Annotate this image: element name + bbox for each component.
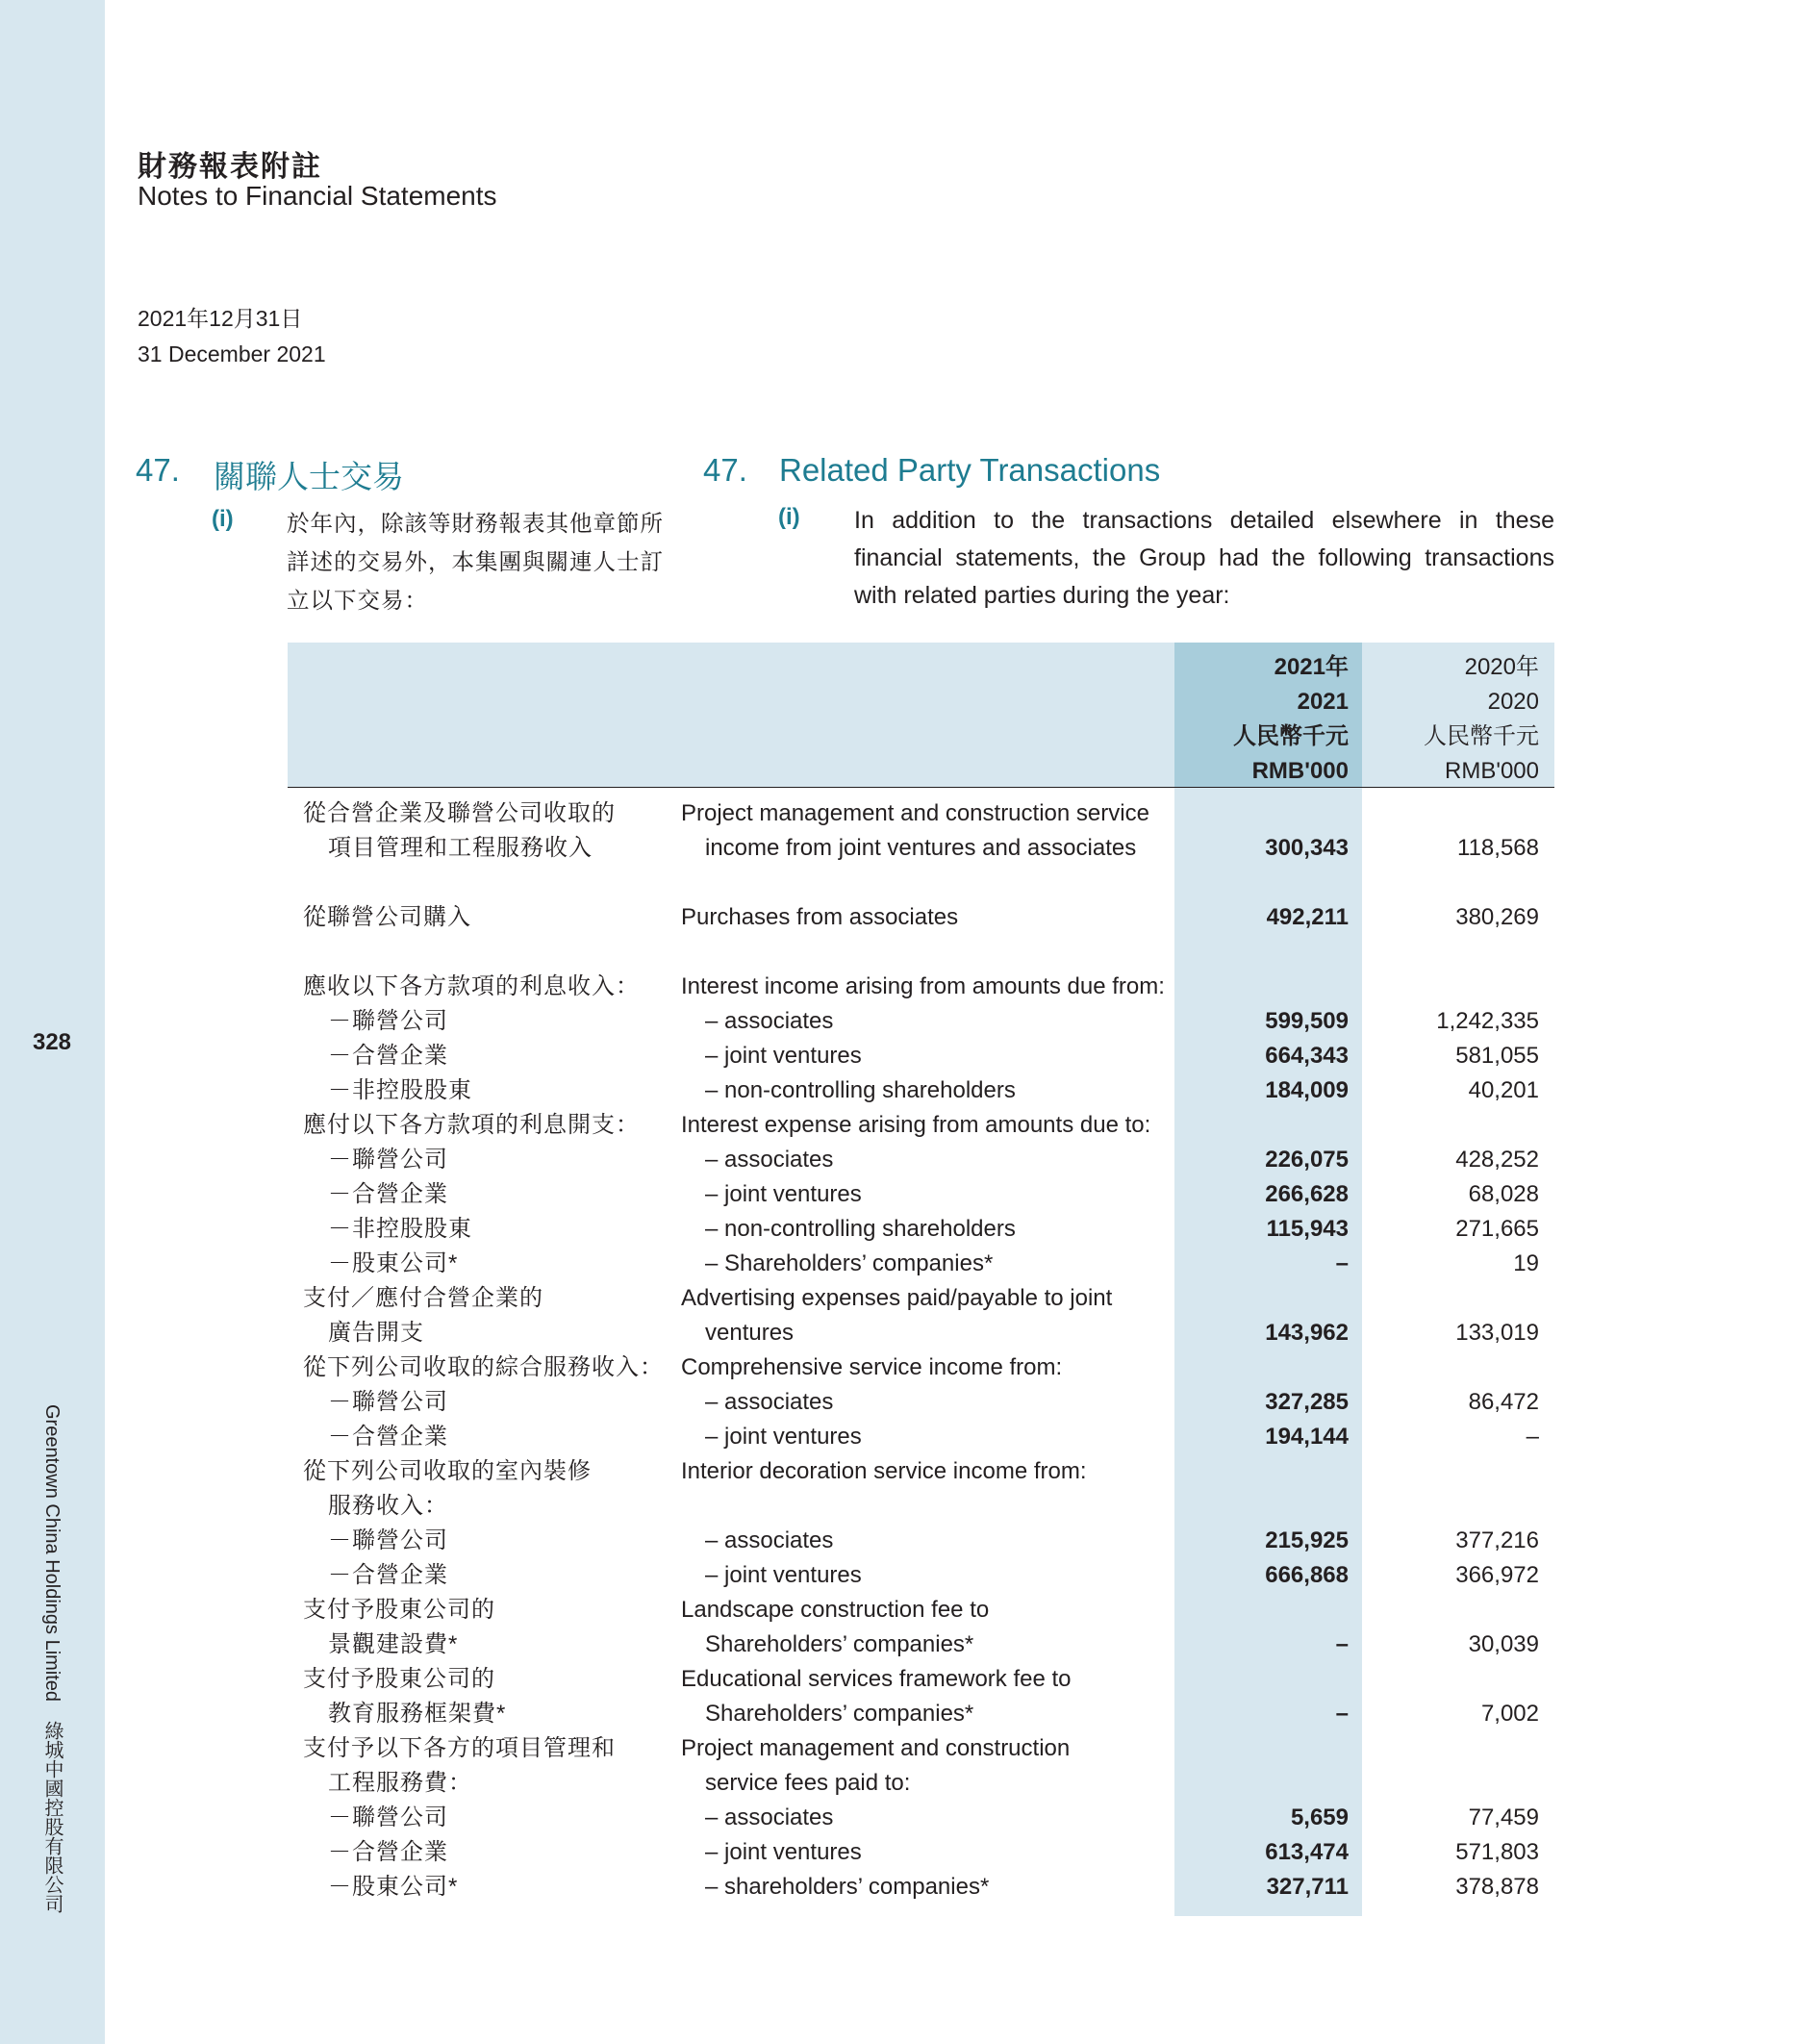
table-row <box>288 1177 1554 1212</box>
value-2021: 613,474 <box>1265 1839 1349 1865</box>
table-row <box>288 1039 1554 1073</box>
row-label-en: Interest expense arising from amounts due to: <box>681 1112 1151 1138</box>
row-label-zh: －聯營公司 <box>328 1389 448 1415</box>
row-label-en: Project management and construction service <box>681 800 1149 826</box>
row-label-en: – associates <box>705 1147 834 1173</box>
value-2020: 86,472 <box>1468 1389 1539 1415</box>
row-label-zh: －聯營公司 <box>328 1147 448 1173</box>
table-row <box>288 1073 1554 1108</box>
table-row <box>288 831 1554 866</box>
header-2021-unit-zh: 人民幣千元 <box>1233 723 1349 749</box>
value-2021: 194,144 <box>1265 1424 1349 1450</box>
table-row <box>288 1454 1554 1489</box>
table-row <box>288 1697 1554 1731</box>
value-2020: 7,002 <box>1480 1701 1539 1727</box>
table-row <box>288 1524 1554 1558</box>
row-label-zh: 服務收入： <box>328 1493 448 1519</box>
intro-paragraph-zh: 於年內，除該等財務報表其他章節所詳述的交易外，本集團與關連人士訂立以下交易： <box>287 511 664 613</box>
value-2021: 226,075 <box>1265 1147 1349 1173</box>
column-header-2021 <box>1174 650 1349 789</box>
page-number: 328 <box>32 1029 72 1055</box>
row-label-en: Shareholders’ companies* <box>705 1631 974 1657</box>
value-2020: 1,242,335 <box>1436 1008 1539 1034</box>
row-label-zh: －聯營公司 <box>328 1804 448 1830</box>
table-row <box>288 1004 1554 1039</box>
table-row <box>288 1247 1554 1281</box>
section-title-en: Related Party Transactions <box>779 452 1161 488</box>
row-label-en: Educational services framework fee to <box>681 1666 1072 1692</box>
value-2020: 571,803 <box>1455 1839 1539 1865</box>
value-2021: 5,659 <box>1290 1804 1349 1830</box>
value-2020: 378,878 <box>1455 1874 1539 1900</box>
row-label-zh: －聯營公司 <box>328 1008 448 1034</box>
header-title-en: Notes to Financial Statements <box>138 181 497 211</box>
table-row <box>288 1108 1554 1143</box>
row-label-zh: 從聯營公司購入 <box>303 904 471 930</box>
header-title-zh: 財務報表附註 <box>138 150 322 184</box>
table-row <box>288 1489 1554 1524</box>
row-label-zh: 應付以下各方款項的利息開支： <box>303 1112 640 1138</box>
value-2020: 40,201 <box>1468 1077 1539 1103</box>
row-label-zh: －合營企業 <box>328 1181 448 1207</box>
value-2021: – <box>1335 1701 1349 1727</box>
value-2021: 184,009 <box>1265 1077 1349 1103</box>
value-2021: 266,628 <box>1265 1181 1349 1207</box>
row-label-zh: 支付／應付合營企業的 <box>303 1285 543 1311</box>
row-label-en: Landscape construction fee to <box>681 1597 990 1623</box>
value-2020: 428,252 <box>1455 1147 1539 1173</box>
table-row <box>288 1316 1554 1350</box>
row-label-zh: 支付予以下各方的項目管理和 <box>303 1735 616 1761</box>
row-label-en: – joint ventures <box>705 1424 862 1450</box>
value-2020: 19 <box>1513 1250 1539 1276</box>
value-2021: 300,343 <box>1265 835 1349 861</box>
row-label-en: Purchases from associates <box>681 904 959 930</box>
row-label-en: service fees paid to: <box>705 1770 911 1796</box>
related-party-table <box>288 643 1554 1916</box>
row-label-zh: －合營企業 <box>328 1839 448 1865</box>
table-row <box>288 970 1554 1004</box>
row-label-en: – associates <box>705 1008 834 1034</box>
value-2020: 377,216 <box>1455 1527 1539 1553</box>
date-zh: 2021年12月31日 <box>138 306 303 331</box>
value-2020: 118,568 <box>1457 835 1539 861</box>
value-2021: 599,509 <box>1265 1008 1349 1034</box>
value-2020: 271,665 <box>1455 1216 1539 1242</box>
sub-index-en: (i) <box>778 504 800 530</box>
row-label-zh: －合營企業 <box>328 1562 448 1588</box>
date-en: 31 December 2021 <box>138 341 326 366</box>
value-2021: 215,925 <box>1265 1527 1349 1553</box>
header-2020-unit-zh: 人民幣千元 <box>1424 723 1539 749</box>
value-2021: – <box>1335 1250 1349 1276</box>
header-2021-unit-en: RMB'000 <box>1251 758 1349 784</box>
header-2021-year: 2021 <box>1297 689 1349 715</box>
table-spacer <box>288 935 1554 970</box>
value-2020: 366,972 <box>1455 1562 1539 1588</box>
value-2021: 143,962 <box>1265 1320 1349 1346</box>
table-row <box>288 1766 1554 1801</box>
value-2021: 115,943 <box>1266 1216 1349 1242</box>
row-label-zh: 從下列公司收取的綜合服務收入： <box>303 1354 664 1380</box>
header-2020-year-zh: 2020年 <box>1464 654 1539 680</box>
table-row <box>288 1731 1554 1766</box>
table-row <box>288 1281 1554 1316</box>
table-row <box>288 796 1554 831</box>
row-label-en: – associates <box>705 1527 834 1553</box>
table-row <box>288 1420 1554 1454</box>
row-label-en: income from joint ventures and associates <box>705 835 1137 861</box>
column-header-2020 <box>1362 650 1539 789</box>
row-label-en: – associates <box>705 1804 834 1830</box>
row-label-zh: －合營企業 <box>328 1043 448 1069</box>
row-label-zh: 從下列公司收取的室內裝修 <box>303 1458 592 1484</box>
table-row <box>288 1801 1554 1835</box>
table-spacer <box>288 866 1554 900</box>
row-label-en: – joint ventures <box>705 1043 862 1069</box>
row-label-zh: 應收以下各方款項的利息收入： <box>303 973 640 999</box>
row-label-zh: 項目管理和工程服務收入 <box>328 835 593 861</box>
row-label-zh: 廣告開支 <box>328 1320 424 1346</box>
table-row <box>288 1385 1554 1420</box>
row-label-en: – non-controlling shareholders <box>705 1077 1016 1103</box>
row-label-zh: 工程服務費： <box>328 1770 472 1796</box>
row-label-en: Interest income arising from amounts due from: <box>681 973 1165 999</box>
section-number-en: 47. <box>703 452 747 488</box>
row-label-en: Project management and construction <box>681 1735 1071 1761</box>
row-label-en: – joint ventures <box>705 1839 862 1865</box>
value-2020: 380,269 <box>1455 904 1539 930</box>
value-2020: 581,055 <box>1455 1043 1539 1069</box>
row-label-zh: －合營企業 <box>328 1424 448 1450</box>
table-row <box>288 1835 1554 1870</box>
row-label-en: – non-controlling shareholders <box>705 1216 1016 1242</box>
table-row <box>288 1350 1554 1385</box>
row-label-zh: 從合營企業及聯營公司收取的 <box>303 800 616 826</box>
table-body <box>288 796 1554 1905</box>
row-label-en: ventures <box>705 1320 795 1346</box>
sub-index-zh: (i) <box>212 506 234 532</box>
value-2020: – <box>1526 1424 1539 1450</box>
table-row <box>288 1212 1554 1247</box>
value-2021: 327,711 <box>1266 1874 1349 1900</box>
table-row <box>288 1662 1554 1697</box>
header-2020-year: 2020 <box>1487 689 1539 715</box>
row-label-zh: 支付予股東公司的 <box>303 1666 495 1692</box>
row-label-zh: 景觀建設費* <box>328 1631 459 1657</box>
value-2021: 666,868 <box>1265 1562 1349 1588</box>
row-label-zh: 教育服務框架費* <box>328 1701 507 1727</box>
row-label-en: – shareholders’ companies* <box>705 1874 990 1900</box>
row-label-zh: －非控股股東 <box>328 1216 472 1242</box>
row-label-en: Comprehensive service income from: <box>681 1354 1063 1380</box>
row-label-zh: －非控股股東 <box>328 1077 472 1103</box>
value-2021: 327,285 <box>1265 1389 1349 1415</box>
value-2020: 30,039 <box>1468 1631 1539 1657</box>
value-2021: 664,343 <box>1265 1043 1349 1069</box>
section-number-zh: 47. <box>136 452 180 488</box>
company-name-vertical: Greentown China Holdings Limited 綠城中國控股有限公司 <box>41 1404 63 1914</box>
table-row <box>288 1558 1554 1593</box>
row-label-en: Shareholders’ companies* <box>705 1701 974 1727</box>
table-row <box>288 900 1554 935</box>
row-label-en: Interior decoration service income from: <box>681 1458 1087 1484</box>
row-label-zh: 支付予股東公司的 <box>303 1597 495 1623</box>
value-2020: 133,019 <box>1455 1320 1539 1346</box>
row-label-en: – joint ventures <box>705 1181 862 1207</box>
header-2021-year-zh: 2021年 <box>1274 654 1349 680</box>
row-label-zh: －股東公司* <box>328 1250 459 1276</box>
table-row <box>288 1628 1554 1662</box>
table-row <box>288 1870 1554 1905</box>
section-title-zh: 關聯人士交易 <box>214 459 404 494</box>
table-row <box>288 1593 1554 1628</box>
value-2020: 77,459 <box>1468 1804 1539 1830</box>
row-label-en: – Shareholders’ companies* <box>705 1250 994 1276</box>
row-label-zh: －聯營公司 <box>328 1527 448 1553</box>
intro-paragraph-en: In addition to the transactions detailed elsewhere in these financial statements, the Group had the following transactions with related parties during the year: <box>854 507 1554 609</box>
row-label-en: – joint ventures <box>705 1562 862 1588</box>
value-2020: 68,028 <box>1468 1181 1539 1207</box>
header-2020-unit-en: RMB'000 <box>1445 758 1539 784</box>
row-label-zh: －股東公司* <box>328 1874 459 1900</box>
value-2021: 492,211 <box>1266 904 1349 930</box>
table-row <box>288 1143 1554 1177</box>
row-label-en: Advertising expenses paid/payable to joint <box>681 1285 1113 1311</box>
value-2021: – <box>1335 1631 1349 1657</box>
row-label-en: – associates <box>705 1389 834 1415</box>
